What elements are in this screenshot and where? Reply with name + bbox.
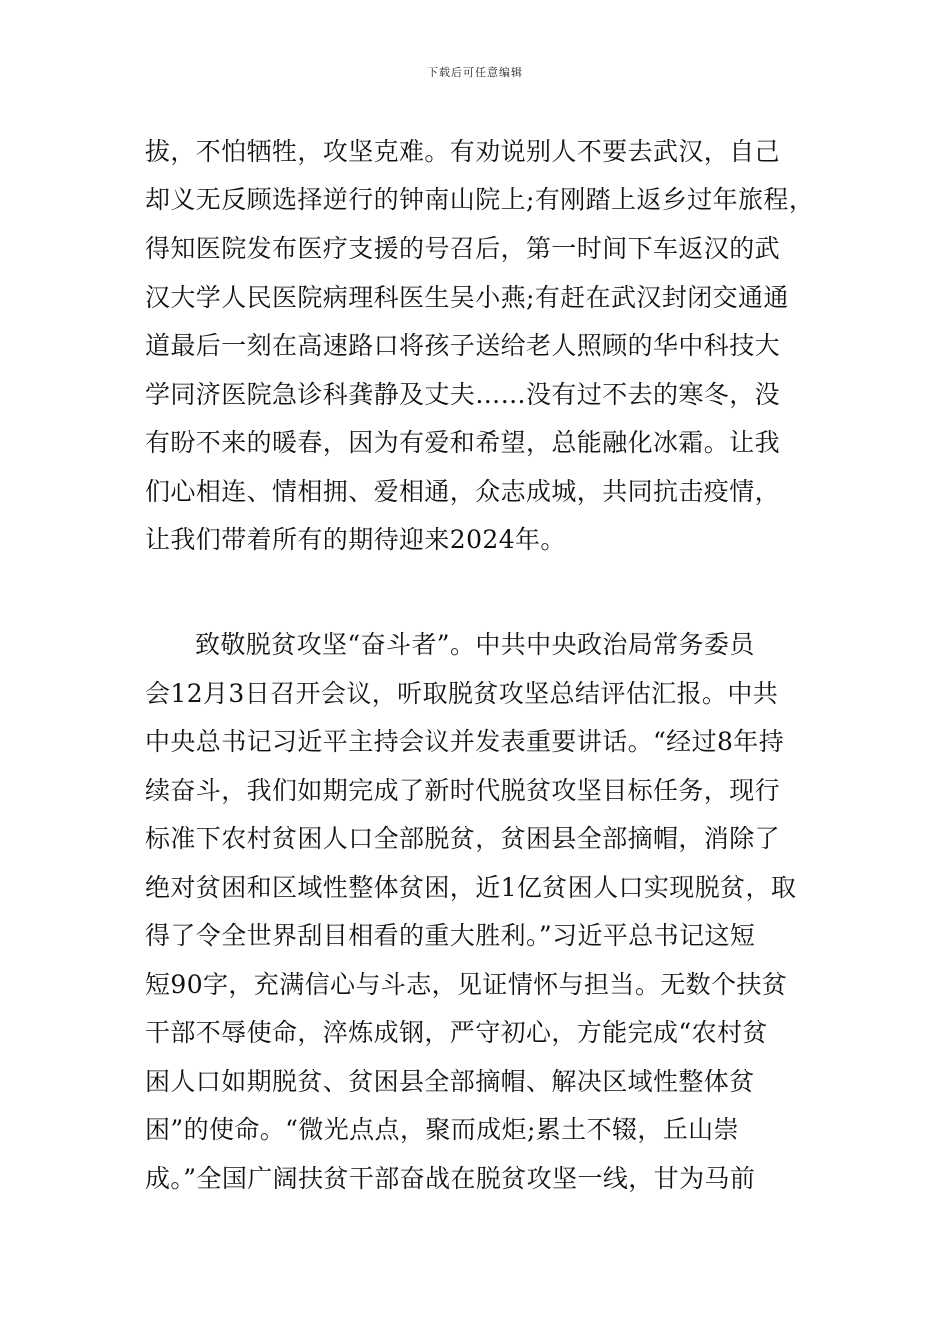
text-line: 致敬脱贫攻坚“奋斗者”。中共中央政治局常务委员 <box>195 630 755 659</box>
text-line: 困人口如期脱贫、贫困县全部摘帽、解决区域性整体贫 <box>145 1067 755 1096</box>
text-line: 绝对贫困和区域性整体贫困，近1亿贫困人口实现脱贫，取 <box>145 873 797 902</box>
text-line: 学同济医院急诊科龚静及丈夫……没有过不去的寒冬，没 <box>145 380 781 409</box>
text-line: 让我们带着所有的期待迎来2024年。 <box>145 525 566 554</box>
text-line: 们心相连、情相拥、爱相通，众志成城，共同抗击疫情， <box>145 477 781 506</box>
page-header: 下载后可任意编辑 <box>427 66 523 79</box>
text-line: 标准下农村贫困人口全部脱贫，贫困县全部摘帽，消除了 <box>145 824 781 853</box>
text-line: 续奋斗，我们如期完成了新时代脱贫攻坚目标任务，现行 <box>145 776 781 805</box>
text-line: 却义无反顾选择逆行的钟南山院上;有刚踏上返乡过年旅程， <box>145 185 815 214</box>
text-line: 会12月3日召开会议，听取脱贫攻坚总结评估汇报。中共 <box>145 679 779 708</box>
text-line: 困”的使命。“微光点点，聚而成炬;累土不辍，丘山崇 <box>145 1115 739 1144</box>
text-line: 有盼不来的暖春，因为有爱和希望，总能融化冰霜。让我 <box>145 428 781 457</box>
text-line: 道最后一刻在高速路口将孩子送给老人照顾的华中科技大 <box>145 331 781 360</box>
text-line: 得了令全世界刮目相看的重大胜利。”习近平总书记这短 <box>145 921 756 950</box>
text-line: 汉大学人民医院病理科医生吴小燕;有赶在武汉封闭交通通 <box>145 283 789 312</box>
text-line: 短90字，充满信心与斗志，见证情怀与担当。无数个扶贫 <box>145 970 788 999</box>
text-line: 干部不辱使命，淬炼成钢，严守初心，方能完成“农村贫 <box>145 1018 768 1047</box>
text-line: 成。”全国广阔扶贫干部奋战在脱贫攻坚一线，甘为马前 <box>145 1164 756 1193</box>
text-line: 拔，不怕牺牲，攻坚克难。有劝说别人不要去武汉，自己 <box>145 137 781 166</box>
text-line: 得知医院发布医疗支援的号召后，第一时间下车返汉的武 <box>145 234 781 263</box>
text-line: 中央总书记习近平主持会议并发表重要讲话。“经过8年持 <box>145 727 785 756</box>
